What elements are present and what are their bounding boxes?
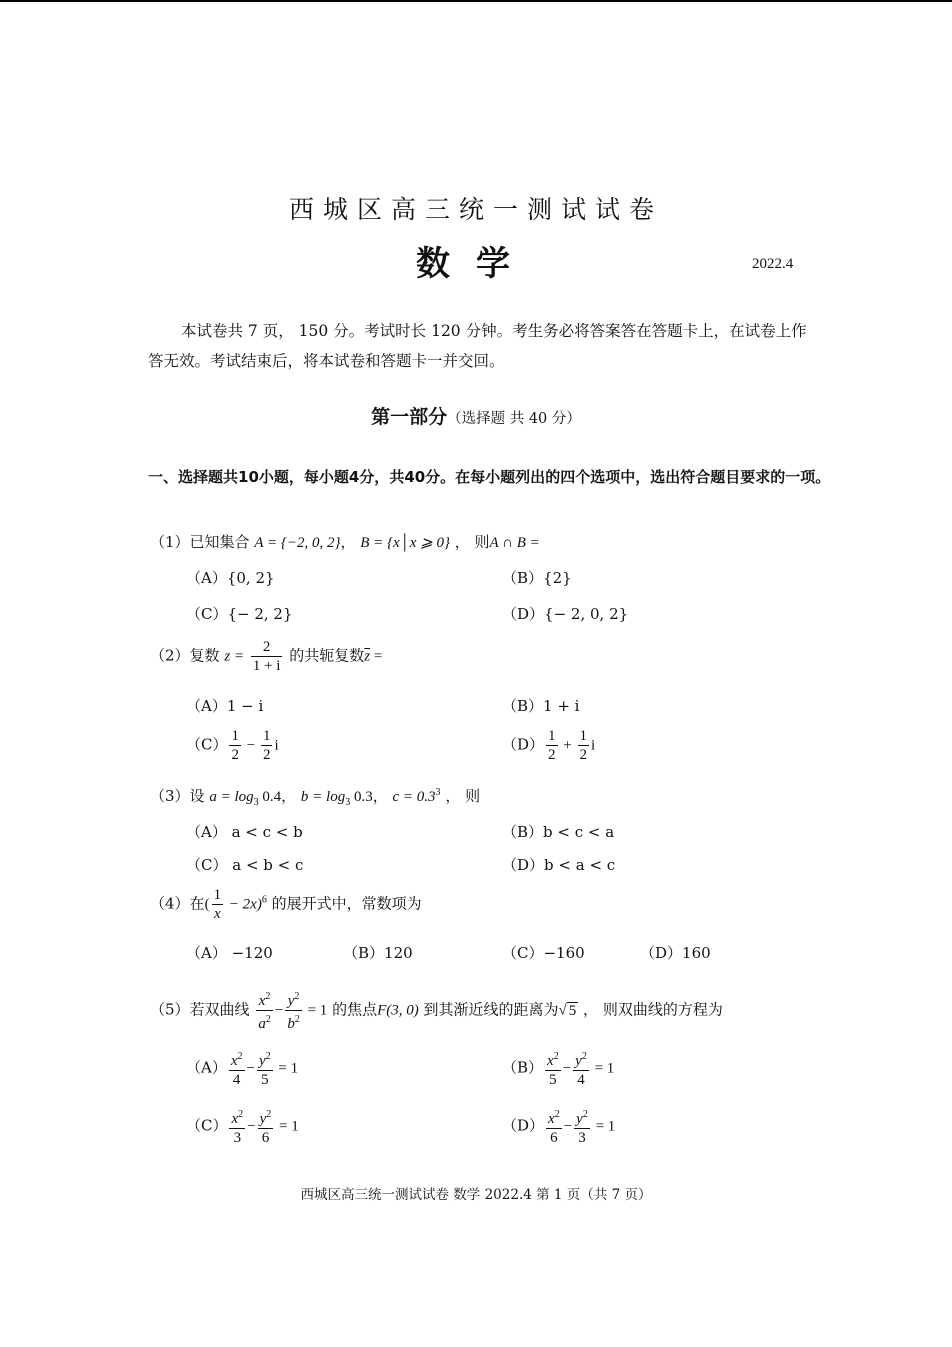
section-heading: 一、选择题共10小题，每小题4分，共40分。在每小题列出的四个选项中，选出符合题目要求的一项。 xyxy=(148,468,831,486)
option-3d: （D）b < a < c xyxy=(502,856,616,874)
part-heading xyxy=(0,402,952,429)
question-text: ， 则 xyxy=(454,533,490,551)
question-3: （3）设 $a = \log_3 0.4$， $b = \log_3 0.3$， $c = 0.3^3$ ， 则 xyxy=(150,787,481,808)
top-border xyxy=(0,0,952,2)
question-text: 的焦点 xyxy=(332,1000,378,1019)
part-name: 第一部分 xyxy=(371,406,448,428)
math-expr: A = {−2, 0, 2} xyxy=(254,535,341,551)
option-5d: （D） $\frac{x^2}{6}$ − $\frac{y^2}{3}$ = 1 xyxy=(502,1106,615,1147)
question-text: ， 则 xyxy=(445,787,481,805)
option-1b: （B）{2} xyxy=(502,569,572,587)
question-text: 到其渐近线的距离为 xyxy=(423,1000,559,1019)
option-3c: （C） a < b < c xyxy=(186,856,304,874)
math-expr: x ⩾ 0} xyxy=(409,535,450,551)
math-expr: z = xyxy=(224,648,245,665)
question-number: （5） xyxy=(150,1000,190,1019)
exam-title: 西城区高三统一测试试卷 xyxy=(288,195,663,224)
fraction: $\frac{1}{2}$ xyxy=(231,728,239,763)
question-text: 在 xyxy=(189,894,205,913)
question-text: 的展开式中，常数项为 xyxy=(271,894,422,913)
option-3b: （B）b < c < a xyxy=(502,823,615,841)
option-2c: （C） $\frac{1}{2}$ − $\frac{1}{2}$ i xyxy=(186,728,279,763)
math-expr: $\overline{z}$ xyxy=(364,648,371,665)
question-text: ， 则双曲线的方程为 xyxy=(583,1000,723,1019)
option-4a: （A） −120 xyxy=(186,944,273,962)
option-4b: （B）120 xyxy=(343,944,413,962)
option-5c: （C） $\frac{x^2}{3}$ − $\frac{y^2}{6}$ = 1 xyxy=(186,1106,299,1147)
option-5b: （B） $\frac{x^2}{5}$ − $\frac{y^2}{4}$ = 1 xyxy=(502,1048,614,1089)
fraction: $\frac{1}{2}$ xyxy=(579,728,587,763)
question-text: 设 xyxy=(189,787,205,805)
exam-date: 2022.4 xyxy=(752,256,794,272)
option-4d: （D）160 xyxy=(640,944,711,962)
question-text: 已知集合 xyxy=(189,533,250,551)
question-text: 的共轭复数 xyxy=(289,646,365,665)
option-2d: （D） $\frac{1}{2}$ + $\frac{1}{2}$ i xyxy=(502,728,596,763)
question-5: （5）若双曲线 $\frac{x^2}{a^2}$ − $\frac{y^2}{b^2}$ = 1 的焦点F(3, 0) 到其渐近线的距离为√ 5 ， 则双曲线的方程为 xyxy=(150,988,723,1033)
option-2a: （A）1 − i xyxy=(186,697,264,715)
instructions: 本试卷共 7 页， 150 分。考试时长 120 分钟。考生务必将答案答在答题卡上，在试卷上作答无效。考试结束后，将本试卷和答题卡一并交回。 xyxy=(148,322,807,370)
question-4: （4）在( $\frac{1}{x}$ − 2x)$^6$ 的展开式中，常数项为 xyxy=(150,887,422,922)
option-3a: （A） a < c < b xyxy=(186,823,303,841)
page-footer: 西城区高三统一测试试卷 数学 2022.4 第 1 页（共 7 页） xyxy=(300,1187,652,1203)
math-expr: = xyxy=(370,648,383,665)
fraction: $\frac{y^2}{b^2}$ xyxy=(285,988,302,1033)
subject-title: 数学 xyxy=(416,244,536,284)
option-5a: （A） $\frac{x^2}{4}$ − $\frac{y^2}{5}$ = 1 xyxy=(186,1048,298,1089)
fraction: $\frac{x^2}{a^2}$ xyxy=(256,988,273,1033)
question-text: 若双曲线 xyxy=(189,1000,250,1019)
option-1c: （C）{− 2, 2} xyxy=(186,605,293,623)
question-text: ， xyxy=(340,533,361,551)
question-number: （4） xyxy=(150,894,190,913)
fraction: $\frac{1}{2}$ xyxy=(548,728,556,763)
fraction: $\frac{2}{1 + i}$ xyxy=(252,639,281,674)
option-1a: （A）{0, 2} xyxy=(186,569,275,587)
question-number: （3） xyxy=(150,787,190,805)
question-2 xyxy=(150,638,382,675)
math-expr: A ∩ B = xyxy=(489,535,540,551)
set-bar: | xyxy=(402,530,407,552)
part-note: （选择题 共 40 分） xyxy=(447,411,581,427)
question-text: 复数 xyxy=(189,646,220,665)
option-2b: （B）1 + i xyxy=(502,697,580,715)
question-number: （1） xyxy=(150,533,190,551)
question-1 xyxy=(150,530,540,553)
question-number: （2） xyxy=(150,646,190,665)
option-4c: （C）−160 xyxy=(502,944,585,962)
option-1d: （D）{− 2, 0, 2} xyxy=(502,605,629,623)
math-expr: B = {x xyxy=(360,535,400,551)
fraction: $\frac{1}{2}$ xyxy=(262,728,271,763)
fraction: $\frac{1}{x}$ xyxy=(213,887,222,922)
